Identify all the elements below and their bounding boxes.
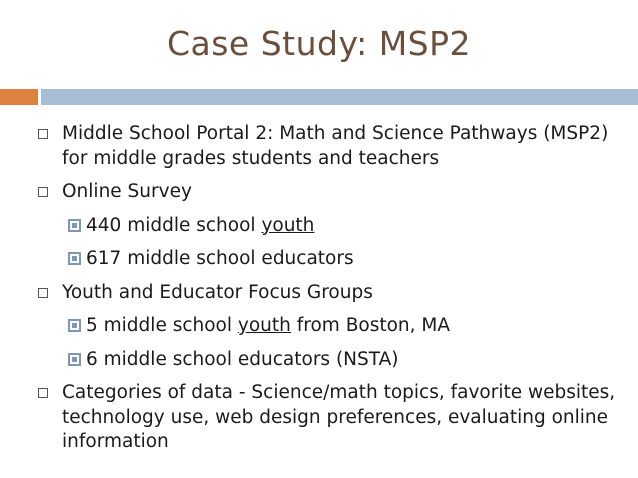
bullet-item [38,281,628,306]
bullet-text: Youth and Educator Focus Groups [62,281,373,303]
square-bullet-icon [38,288,48,298]
bullet-item [38,122,628,171]
underlined-word: youth [261,214,315,236]
sub-bullet-text: 6 middle school educators (NSTA) [86,348,399,370]
filled-square-bullet-icon [68,353,81,366]
sub-bullet-text: 617 middle school educators [86,248,354,269]
sub-bullet-item [38,348,628,373]
bullet-item [38,180,628,205]
bullet-text: Middle School Portal 2: Math and Science Pathways (MSP2) for middle grades students and teachers [62,123,609,169]
bullet-item [38,381,628,455]
bullet-text: Online Survey [62,181,192,202]
sub-bullet-text: 440 middle school [86,214,262,236]
slide-title: Case Study: MSP2 [166,24,472,63]
filled-square-bullet-icon [68,219,81,232]
sub-bullet-item [38,314,628,339]
filled-square-bullet-icon [68,252,81,265]
sub-bullet-text-suffix: from Boston, MA [290,315,451,336]
bullet-list [38,122,628,464]
filled-square-bullet-icon [68,319,81,332]
sub-bullet-item [38,247,628,272]
square-bullet-icon [38,187,48,197]
square-bullet-icon [38,129,48,139]
square-bullet-icon [38,388,48,398]
underlined-word: youth [237,315,291,336]
accent-bar-blue [41,89,638,105]
sub-bullet-item [38,214,628,239]
sub-bullet-text: 5 middle school [86,315,238,336]
bullet-text: Categories of data - Science/math topics, favorite websites, technology use, web design preferences, evaluating online information [62,382,616,452]
accent-bar-orange [0,89,38,105]
